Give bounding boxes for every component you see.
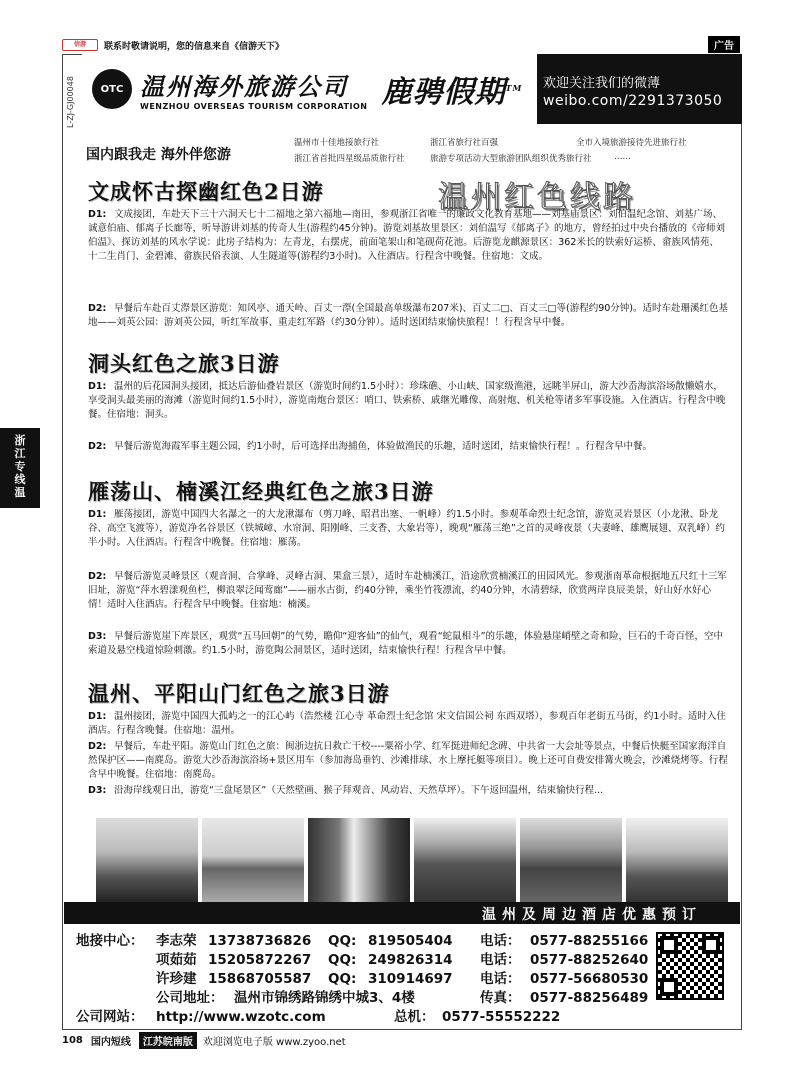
slogan: 国内跟我走 海外伴您游	[86, 147, 231, 163]
contact-row	[76, 1008, 656, 1027]
company-block	[82, 54, 537, 124]
itinerary-day	[88, 784, 728, 798]
day-text: 早餐后车赴百丈漈景区游览：知风亭、通天岭、百丈一漈(全国最高单级瀑布207米)、百丈二□、百丈三□等(游程约90分钟)。适时车赴珊溪红色基地——刘英公园：游刘英公园，听红军故事、重走红军路（约30分钟）。适时送团结束愉快旅程！！行程含早中餐。	[88, 303, 728, 328]
contact-name: 李志荣	[156, 933, 197, 949]
tel-label: 电话：	[480, 971, 521, 987]
top-strip	[62, 38, 740, 52]
route-title: 温州、平阳山门红色之旅3日游	[88, 681, 390, 706]
contact-row	[76, 932, 656, 951]
day-label: D2:	[88, 441, 107, 452]
weibo-invite: 欢迎关注我们的微薄	[543, 76, 661, 91]
contact-row	[76, 970, 656, 989]
day-label: D2:	[88, 741, 107, 752]
side-tab-char: 江	[14, 447, 26, 460]
weibo-block	[537, 54, 742, 124]
weibo-url[interactable]: weibo.com/2291373050	[543, 93, 723, 109]
day-label: D1:	[88, 381, 107, 392]
itinerary-day	[88, 570, 728, 612]
side-tab-char: 温	[14, 486, 26, 499]
day-label: D1:	[88, 209, 107, 220]
section-name: 国内短线	[90, 1036, 131, 1048]
itinerary-day	[88, 630, 728, 658]
contact-qq[interactable]: 249826314	[368, 952, 453, 968]
company-name-en: WENZHOU OVERSEAS TOURISM CORPORATION	[140, 102, 368, 111]
day-label: D1:	[88, 509, 107, 520]
scenic-photo	[626, 818, 728, 902]
tel-label: 电话：	[480, 933, 521, 949]
day-label: D1:	[88, 711, 107, 722]
edition-tag: 江苏皖南版	[139, 1032, 197, 1049]
day-text: 沿海岸线观日出，游览“三盘尾景区”（天然壁画、猴子拜观音、风动岩、天然草坪）。下午返回温州，结束愉快行程...	[114, 785, 604, 796]
otc-logo: OTC	[92, 69, 132, 109]
honor-item: 浙江省旅行社百强	[430, 138, 499, 148]
honor-item: 浙江省首批四星级品质旅行社	[294, 154, 405, 164]
itinerary-day	[88, 740, 728, 782]
welcome-text[interactable]: 欢迎浏览电子版 www.zyoo.net	[202, 1036, 346, 1048]
itinerary-day	[88, 710, 728, 738]
photo-strip	[96, 818, 728, 902]
contact-name: 许珍建	[156, 971, 197, 987]
contact-center-label: 地接中心：	[76, 933, 144, 949]
brand-logo	[381, 67, 522, 111]
address-label: 公司地址：	[156, 990, 224, 1006]
side-tab-char: 专	[14, 460, 26, 473]
company-website[interactable]: http://www.wzotc.com	[156, 1009, 326, 1025]
honor-item: 旅游专项活动大型旅游团队组织优秀旅行社	[430, 154, 592, 164]
qr-finder	[702, 936, 720, 954]
qr-finder	[660, 936, 678, 954]
qq-label: QQ:	[328, 933, 357, 949]
day-text: 温州的后花园洞头接团，抵达后游仙叠岩景区（游览时间约1.5小时）：珍珠礁、小山峡、国家级渔港，远眺半屏山，游大沙岙海滨浴场散懒嬉水，享受洞头最美丽的海滩（游览时间约1.5小时），游览南炮台景区：哨口、铁索桥、戚继光雕像、高射炮、机关枪等诸多军事设施。入住酒店。行程含中晚餐。住宿地：洞头。	[88, 381, 726, 420]
day-text: 温州接团，游览中国四大孤屿之一的江心屿（浩然楼 江心寺 革命烈士纪念馆 宋文信国公祠 东西双塔），参观百年老街五马街，约1小时。适时入住酒店。行程含晚餐。住宿地：温州。	[88, 711, 726, 736]
page-footer	[62, 1032, 742, 1048]
honor-item: ……	[614, 152, 631, 162]
trademark-mark: TM	[505, 83, 523, 93]
day-text: 早餐后游览崖下库景区，观赏“五马回朝”的气势，瞻仰“迎客仙”的仙气，观看“蛇鼠相斗”的乐趣，体验悬崖峭壁之奇和险，巨石的千奇百怪，空中索道及悬空栈道惊险刺激。约1.5小时，游览陶公洞景区，适时送团，结束愉快行程！行程含早中餐。	[88, 631, 724, 656]
route-title: 文成怀古探幽红色2日游	[88, 179, 324, 204]
company-name-cn: 温州海外旅游公司	[140, 72, 348, 101]
day-label: D2:	[88, 303, 107, 314]
fax-number: 0577-88256489	[530, 990, 649, 1006]
company-address: 温州市锦绣路锦绣中城3、4楼	[234, 990, 415, 1006]
company-name	[140, 67, 367, 111]
scenic-photo	[202, 818, 304, 902]
contact-qq[interactable]: 819505404	[368, 933, 453, 949]
scenic-photo	[520, 818, 622, 902]
hotel-banner-text: 温州及周边酒店优惠预订	[482, 907, 702, 923]
honor-item: 温州市十佳地接旅行社	[294, 138, 380, 148]
contact-mobile[interactable]: 13738736826	[208, 933, 312, 949]
day-text: 雁荡接团，游览中国四大名瀑之一的大龙湫瀑布（剪刀峰、昭君出塞、一帆峰）约1.5小时。参观革命烈士纪念馆，游览灵岩景区（小龙湫、卧龙谷、高空飞渡等），游览净名谷景区（铁城嶂、水帘洞、阳刚峰、三支香、大象岩等），晚观“雁荡三绝”之首的灵峰夜景（夫妻峰、雄鹰展翅、双乳峰）约半小时。入住酒店。行程含中晚餐。住宿地：雁荡。	[88, 509, 725, 548]
contacts-block	[76, 932, 656, 1027]
qr-code[interactable]	[656, 932, 724, 1000]
day-label: D3:	[88, 785, 107, 796]
magazine-logo: 信游	[62, 39, 98, 51]
main-label: 总机：	[394, 1009, 435, 1025]
route-title: 洞头红色之旅3日游	[88, 351, 280, 376]
itinerary-day	[88, 380, 728, 422]
site-label: 公司网站：	[76, 1009, 144, 1025]
side-tab-char: 线	[14, 473, 26, 486]
day-label: D3:	[88, 631, 107, 642]
contact-qq[interactable]: 310914697	[368, 971, 453, 987]
contact-row	[76, 989, 656, 1008]
contact-name: 项茹茹	[156, 952, 197, 968]
scenic-photo	[308, 818, 410, 902]
license-code: L-ZJ-GJ00048	[66, 76, 75, 128]
tel-label: 电话：	[480, 952, 521, 968]
day-text: 早餐后游览海霞军事主题公园，约1小时，后可选择出海捕鱼，体验做渔民的乐趣，适时送团，结束愉快行程！。行程含早中餐。	[114, 441, 653, 452]
day-text: 文成接团，车赴天下三十六洞天七十二福地之第六福地—南田，参观浙江省唯一的廉政文化教育基地——刘基庙景区：刘伯温纪念馆、刘基广场、诚意伯庙、郁离子长廊等，听导游讲刘基的传奇人生(游程约45分钟)。游览刘基故里景区：刘伯温写《郁离子》的地方，曾经拍过中央台播放的《帝师刘伯温》、探访刘基的风水学说：此房子结构为：左青龙，右摆虎，前面笔架山和笔砚荷花池。后游览龙麒源景区：362米长的铁索好运桥、畲族风情苑、十二生肖门、金碧滩、畲族民俗表演、人生隧道等(游程约3小时)。入住酒店。行程含中晚餐。住宿地：文成。	[88, 209, 726, 262]
qr-finder	[660, 978, 678, 996]
hotel-banner	[64, 902, 740, 924]
side-tab	[0, 428, 40, 508]
ad-tag: 广告	[708, 36, 740, 53]
red-route-title: 温州红色线路	[438, 180, 636, 215]
contact-note: 联系时敬请说明，您的信息来自《信游天下》	[104, 41, 285, 52]
contact-tel[interactable]: 0577-56680530	[530, 971, 649, 987]
day-text: 早餐后，车赴平阳。游览山门红色之旅：闽浙边抗日救亡干校----粟裕小学、红军挺进师纪念碑、中共省一大会址等景点，中餐后快艇至国家海洋自然保护区——南麂岛。游览大沙岙海滨浴场+景区用车（参加海岛垂钓、沙滩排球、水上摩托艇等项目）。晚上还可自费安排篝火晚会，沙滩烧烤等。行程含早中晚餐。住宿地：南麂岛。	[88, 741, 728, 780]
fax-label: 传真：	[480, 990, 521, 1006]
day-label: D2:	[88, 571, 107, 582]
side-tab-char: 浙	[14, 434, 26, 447]
main-number[interactable]: 0577-55552222	[442, 1009, 561, 1025]
route-title: 雁荡山、楠溪江经典红色之旅3日游	[88, 479, 434, 504]
scenic-photo	[96, 818, 198, 902]
contact-row	[76, 951, 656, 970]
contact-mobile[interactable]: 15868705587	[208, 971, 312, 987]
itinerary-day	[88, 508, 728, 550]
honor-item: 全市入境旅游接待先进旅行社	[576, 138, 687, 148]
brand-name: 鹿骋假期	[381, 75, 506, 110]
page-number: 108	[62, 1034, 83, 1046]
scenic-photo	[414, 818, 516, 902]
day-text: 早餐后游览灵峰景区（观音洞、合掌峰、灵峰古洞、果盒三景），适时车赴楠溪江，沿途欣赏楠溪江的田园风光。参观浙南革命根据地五尺红十三军旧址，游览“萍水碧漾观鱼栏，柳浪翠泛闻莺廊”——丽水古街，约40分钟，乘坐竹筏漂流，约40分钟，水清碧绿，欣赏两岸良辰美景，好山好水好心情！适时入住酒店。行程含早中晚餐。住宿地：楠溪。	[88, 571, 727, 610]
itinerary-day	[88, 208, 728, 264]
contact-tel[interactable]: 0577-88252640	[530, 952, 649, 968]
itinerary-day	[88, 440, 728, 454]
qq-label: QQ:	[328, 952, 357, 968]
honors-row	[86, 134, 736, 170]
itinerary-day	[88, 302, 728, 330]
contact-mobile[interactable]: 15205872267	[208, 952, 312, 968]
qq-label: QQ:	[328, 971, 357, 987]
header-banner	[82, 54, 742, 124]
contact-tel[interactable]: 0577-88255166	[530, 933, 649, 949]
